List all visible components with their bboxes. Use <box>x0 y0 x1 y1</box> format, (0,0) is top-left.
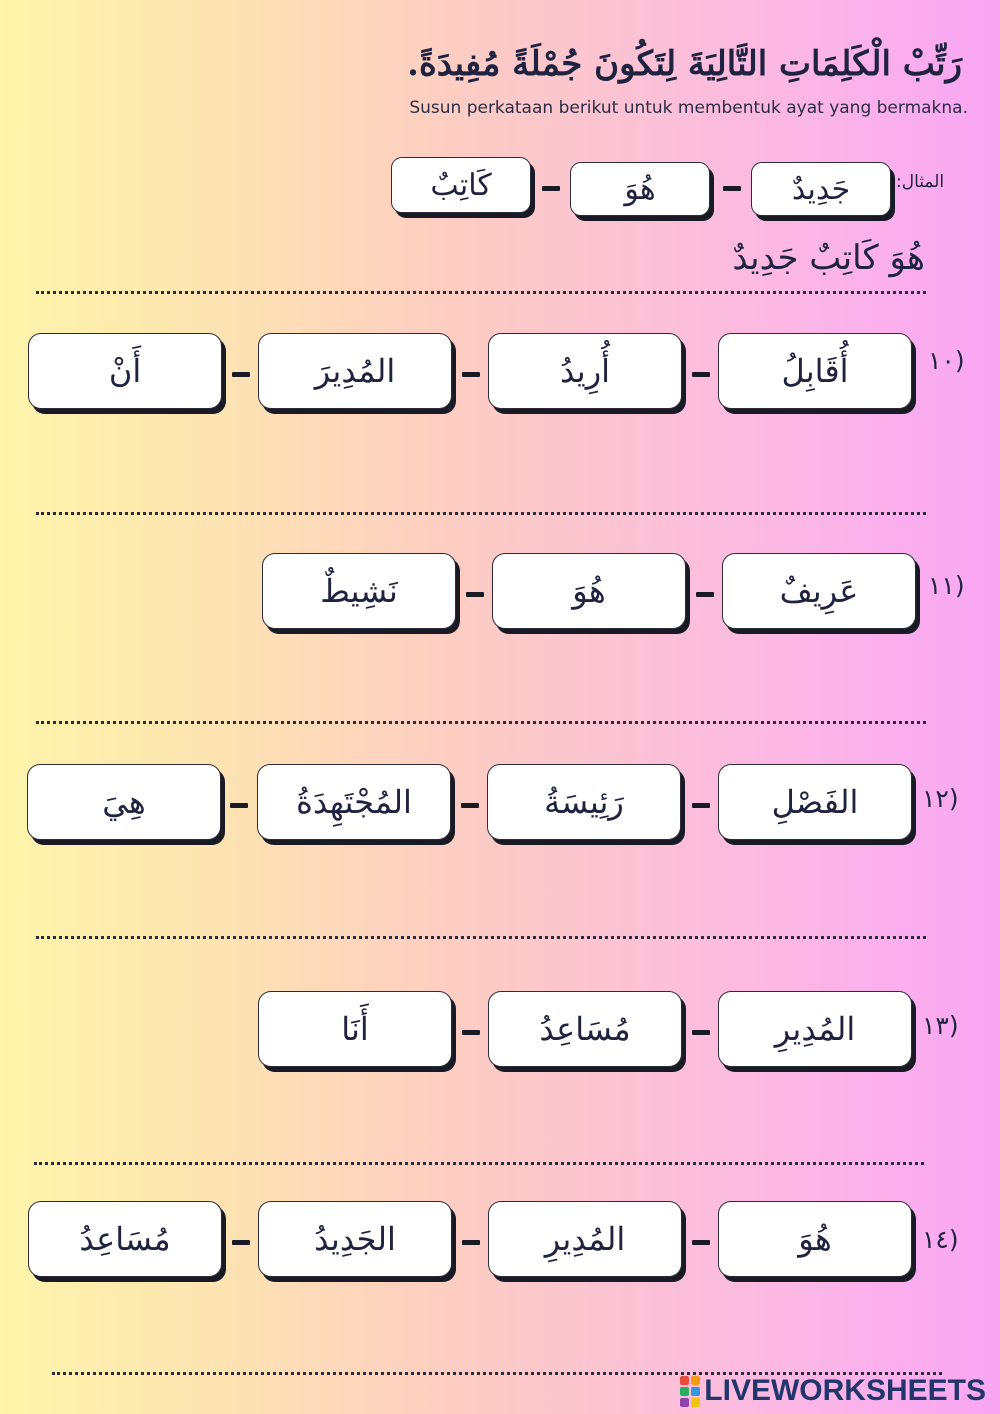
separator-dash <box>692 1240 710 1245</box>
liveworksheets-brand[interactable] <box>680 1374 986 1408</box>
separator-dash <box>723 186 741 191</box>
word-card[interactable]: مُسَاعِدُ <box>488 991 682 1067</box>
question-number: (١١ <box>928 571 965 600</box>
word-card[interactable]: أُقَابِلُ <box>718 333 912 409</box>
example-word-card[interactable]: هُوَ <box>570 162 710 216</box>
word-card[interactable]: نَشِيطٌ <box>262 553 456 629</box>
separator-dash <box>692 372 710 377</box>
word-card[interactable]: هُوَ <box>718 1201 912 1277</box>
separator-dash <box>230 803 248 808</box>
separator-dash <box>696 592 714 597</box>
word-card[interactable]: هُوَ <box>492 553 686 629</box>
separator-dash <box>232 372 250 377</box>
answer-line[interactable] <box>36 936 926 939</box>
question-number: (١٤ <box>922 1225 959 1254</box>
word-card[interactable]: الفَصْلِ <box>718 764 912 840</box>
word-card[interactable]: المُدِيرِ <box>488 1201 682 1277</box>
word-card[interactable]: مُسَاعِدُ <box>28 1201 222 1277</box>
separator-dash <box>462 372 480 377</box>
page-title: رَتِّبْ الْكَلِمَاتِ التَّالِيَةَ لِتَكُونَ جُمْلَةً مُفِيدَةً. <box>407 44 962 84</box>
word-card[interactable]: المُدِيرَ <box>258 333 452 409</box>
separator-dash <box>692 1030 710 1035</box>
word-card[interactable]: عَرِيفٌ <box>722 553 916 629</box>
separator-dash <box>692 803 710 808</box>
word-card[interactable]: رَئِيسَةُ <box>487 764 681 840</box>
example-word-card[interactable]: كَاتِبٌ <box>391 157 531 213</box>
separator-dash <box>542 186 560 191</box>
answer-line[interactable] <box>36 512 926 515</box>
page-subtitle: Susun perkataan berikut untuk membentuk ayat yang bermakna. <box>409 98 968 118</box>
example-answer-line <box>36 291 926 294</box>
word-card[interactable]: المُجْتَهِدَةُ <box>257 764 451 840</box>
answer-line[interactable] <box>34 1162 924 1165</box>
separator-dash <box>462 1240 480 1245</box>
brand-text: LIVEWORKSHEETS <box>704 1374 986 1407</box>
question-number: (١٣ <box>922 1011 959 1040</box>
word-card[interactable]: الجَدِيدُ <box>258 1201 452 1277</box>
separator-dash <box>462 1030 480 1035</box>
question-number: (١٢ <box>922 784 959 813</box>
example-answer: هُوَ كَاتِبٌ جَدِيدٌ <box>732 238 925 278</box>
answer-line[interactable] <box>36 721 926 724</box>
word-card[interactable]: هِيَ <box>27 764 221 840</box>
word-card[interactable]: أَنْ <box>28 333 222 409</box>
question-number: (١٠ <box>928 346 965 375</box>
example-label: المثال: <box>896 172 945 192</box>
separator-dash <box>232 1240 250 1245</box>
example-word-card[interactable]: جَدِيدٌ <box>751 162 891 216</box>
liveworksheets-logo-icon <box>680 1376 700 1407</box>
word-card[interactable]: المُدِيرِ <box>718 991 912 1067</box>
word-card[interactable]: أُرِيدُ <box>488 333 682 409</box>
separator-dash <box>466 592 484 597</box>
separator-dash <box>461 803 479 808</box>
word-card[interactable]: أَنَا <box>258 991 452 1067</box>
